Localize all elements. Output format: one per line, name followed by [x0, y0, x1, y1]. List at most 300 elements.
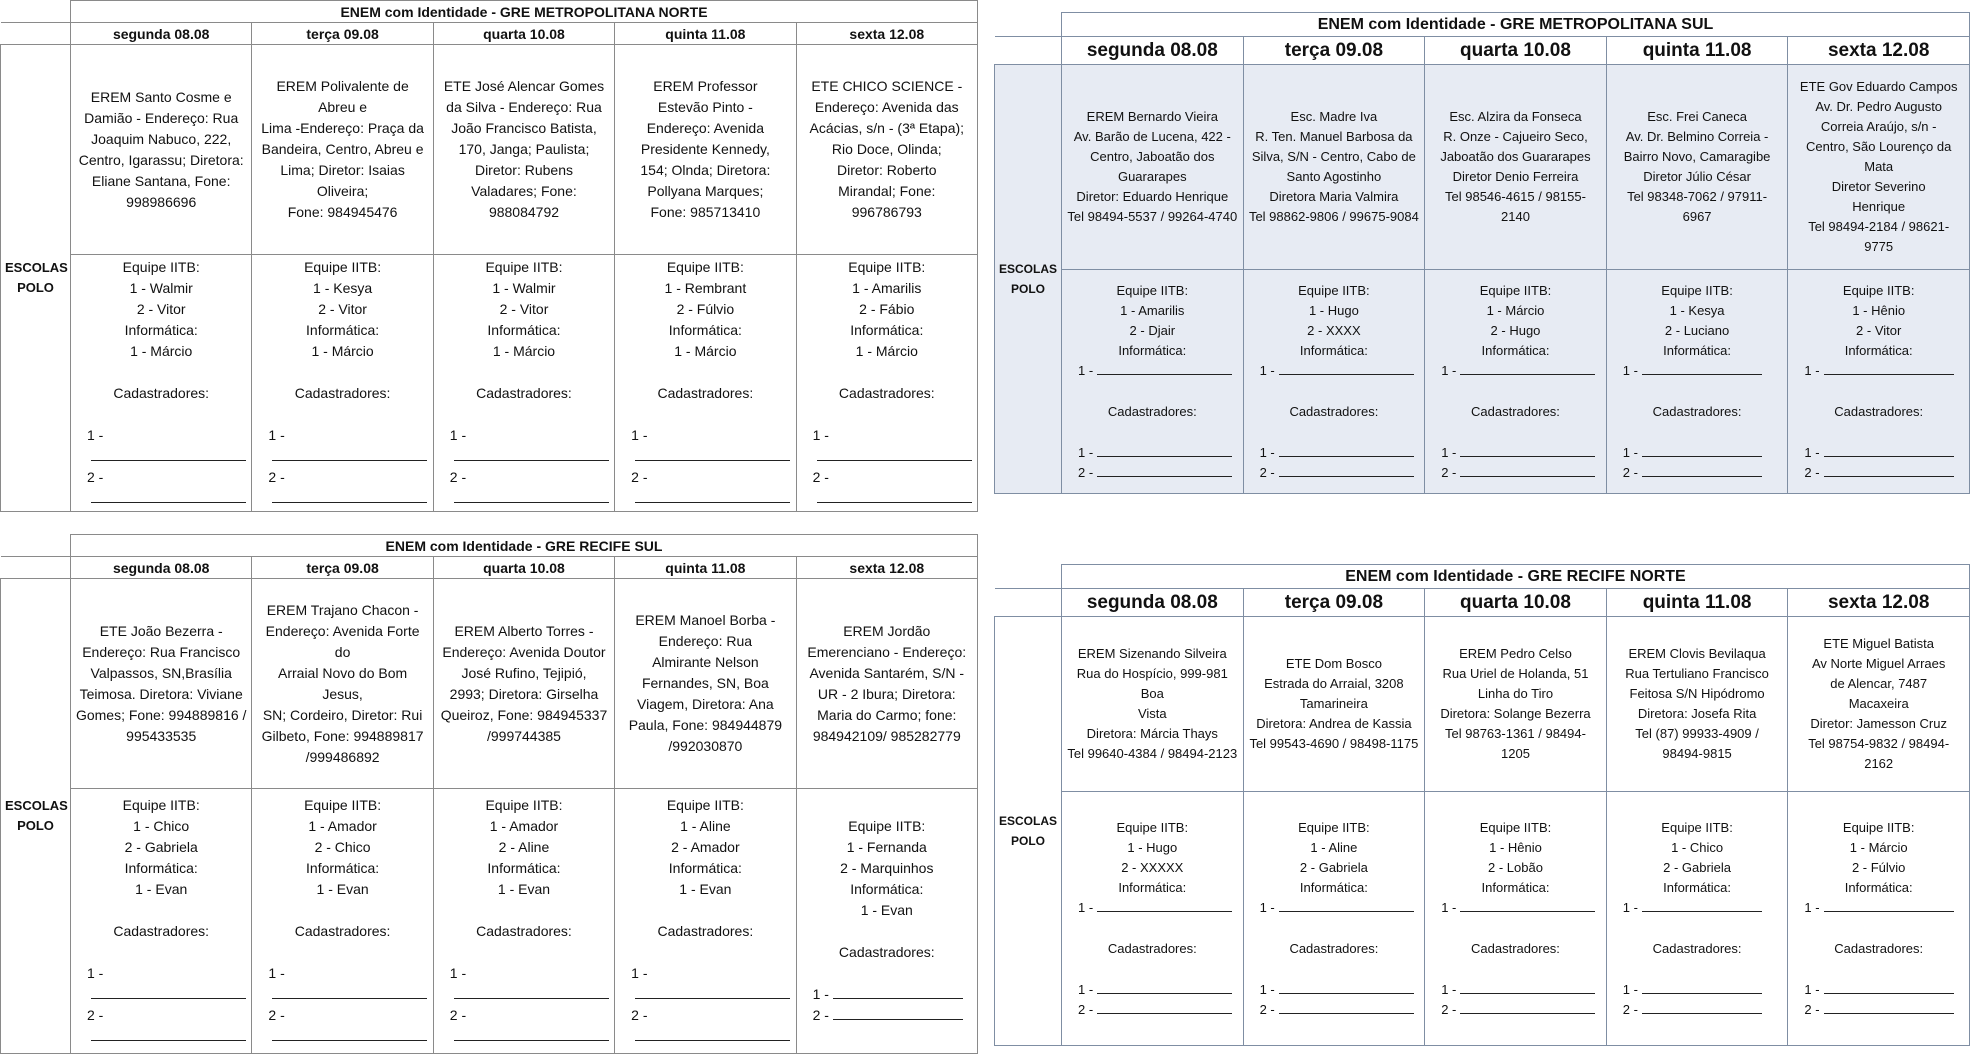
school-info-line: Tel 99640-4384 / 98494-2123 [1067, 746, 1238, 761]
team-member: 2 - XXXX [1307, 322, 1361, 338]
school-info-line: Estevão Pinto - [657, 99, 753, 115]
school-info-line: Silva, S/N - Centro, Cabo de [1251, 149, 1416, 164]
cadastrador-blank-line [1248, 980, 1421, 1000]
informatica-label: Informática: [668, 860, 742, 876]
school-info-line: Avenida Santarém, S/N - [809, 664, 965, 681]
fill-in-blank[interactable] [1642, 463, 1762, 477]
fill-in-blank[interactable] [1460, 898, 1595, 912]
school-cell [252, 579, 433, 789]
line-number: 2 - [1078, 1001, 1094, 1017]
school-info-line: Diretor: Roberto [836, 162, 937, 178]
school-info-line: Tel 98862-9806 / 99675-9084 [1248, 209, 1419, 224]
cadastradores-label: Cadastradores: [1652, 940, 1742, 956]
side-label-line: ESCOLAS [5, 260, 68, 275]
day-header: terça 09.08 [1243, 589, 1425, 617]
school-info-line: Vista [1137, 706, 1167, 721]
spacer [1066, 959, 1239, 980]
cadastrador-blank-line [1248, 463, 1421, 483]
fill-in-blank[interactable] [1460, 980, 1595, 994]
line-number: 1 - [1078, 362, 1094, 378]
school-info-line: EREM Sizenando Silveira [1077, 646, 1227, 661]
school-info-line: ETE Dom Bosco [1285, 656, 1382, 671]
team-member: 1 - Walmir [492, 280, 556, 296]
school-info-line: 9775 [1864, 239, 1894, 254]
fill-in-blank[interactable] [1097, 463, 1232, 477]
cadastrador-blank-line [801, 425, 973, 467]
fill-in-blank[interactable] [1824, 463, 1954, 477]
fill-in-blank[interactable] [1824, 898, 1954, 912]
equipe-label: Equipe IITB: [122, 259, 200, 275]
team-member: 2 - Lobão [1488, 859, 1543, 875]
school-info-line: Diretor Júlio César [1643, 169, 1751, 184]
spacer [1429, 422, 1602, 443]
cadastradores-label: Cadastradores: [657, 923, 754, 939]
school-cell [1425, 617, 1607, 792]
school-info-line: /999744385 [486, 727, 561, 744]
cadastrador-blank-line [1792, 443, 1965, 463]
fill-in-blank[interactable] [1097, 980, 1232, 994]
team-cell [252, 255, 433, 512]
school-info-line: EREM Santo Cosme e [90, 88, 232, 105]
day-header: segunda 08.08 [1062, 37, 1244, 65]
informatica-blank-line [1611, 361, 1784, 381]
fill-in-blank[interactable] [635, 1027, 790, 1041]
equipe-label: Equipe IITB: [304, 797, 382, 813]
school-info-line: 154; Olnda; Diretora: [640, 162, 771, 178]
cadastradores-label: Cadastradores: [294, 385, 391, 401]
spacer [1066, 918, 1239, 939]
school-info-line: Endereço: Rua [658, 633, 753, 649]
fill-in-blank[interactable] [1642, 980, 1762, 994]
escolas-polo-label [1, 45, 71, 512]
fill-in-blank[interactable] [1824, 443, 1954, 457]
line-number: 2 - [1441, 1001, 1457, 1017]
cadastrador-blank-line [1611, 980, 1784, 1000]
school-info-line: Eliane Santana, Fone: [91, 172, 231, 189]
escolas-polo-label [995, 65, 1062, 494]
team-cell [1788, 792, 1970, 1046]
schedule-table [0, 534, 978, 1054]
sheet-metropolitana-norte [0, 0, 978, 512]
day-header: segunda 08.08 [1062, 589, 1244, 617]
spacer [75, 404, 247, 425]
cadastrador-blank-line [1429, 1000, 1602, 1020]
team-member: 2 - Marquinhos [840, 860, 934, 876]
team-member: 2 - Fábio [859, 301, 915, 317]
line-number: 1 - [631, 427, 648, 443]
team-cell [1425, 792, 1607, 1046]
school-info-line: Esc. Madre Iva [1290, 109, 1378, 124]
school-info-line: Diretora Maria Valmira [1269, 189, 1399, 204]
cadastrador-blank-line [1248, 443, 1421, 463]
school-info-line: 996786793 [851, 204, 922, 220]
school-cell [615, 45, 796, 255]
informatica-blank-line [1066, 361, 1239, 381]
informatica-label: Informática: [306, 322, 380, 338]
team-member: 2 - Vitor [136, 301, 186, 317]
corner-cell [1, 1, 71, 23]
school-cell [1606, 65, 1788, 270]
corner-cell [995, 13, 1062, 37]
fill-in-blank[interactable] [1279, 463, 1414, 477]
fill-in-blank[interactable] [91, 447, 246, 461]
equipe-label: Equipe IITB: [1479, 819, 1552, 835]
line-number: 1 - [1441, 981, 1457, 997]
spacer [438, 362, 610, 383]
line-number: 1 - [1441, 899, 1457, 915]
equipe-label: Equipe IITB: [1116, 819, 1189, 835]
team-member: 2 - Gabriela [124, 839, 198, 855]
cadastrador-blank-line [801, 984, 973, 1005]
school-info-line: Pollyana Marques; [647, 183, 764, 199]
school-info-line: EREM Clovis Bevilaqua [1628, 646, 1766, 661]
team-member: 2 - XXXXX [1121, 859, 1184, 875]
school-info-line: Diretor: Rubens [474, 162, 573, 178]
school-info-line: EREM Alberto Torres - [454, 622, 594, 639]
line-number: 1 - [1078, 899, 1094, 915]
school-info-line: Tel 98348-7062 / 97911- [1627, 189, 1768, 204]
informatica-label: Informática: [668, 322, 742, 338]
cadastrador-blank-line [1066, 443, 1239, 463]
cadastrador-blank-line [1429, 980, 1602, 1000]
informatica-label: Informática: [1663, 342, 1732, 358]
spacer [1429, 959, 1602, 980]
informatica-label: Informática: [1299, 879, 1368, 895]
fill-in-blank[interactable] [1460, 463, 1595, 477]
fill-in-blank[interactable] [1642, 361, 1762, 375]
fill-in-blank[interactable] [635, 447, 790, 461]
line-number: 2 - [268, 469, 285, 485]
day-header: quinta 11.08 [1606, 37, 1788, 65]
fill-in-blank[interactable] [1642, 1000, 1762, 1014]
line-number: 1 - [449, 965, 467, 981]
school-info-line: Henrique [1852, 199, 1906, 214]
team-member: 2 - Hugo [1490, 322, 1541, 338]
spacer [1792, 959, 1965, 980]
spacer [1611, 422, 1784, 443]
team-member: 2 - Vitor [499, 301, 549, 317]
cadastrador-blank-line [438, 467, 610, 509]
sheet-metropolitana-sul [994, 12, 1970, 494]
spacer [1792, 381, 1965, 402]
team-member: 1 - Márcio [1486, 302, 1545, 318]
team-cell [1062, 270, 1244, 494]
equipe-label: Equipe IITB: [848, 259, 926, 275]
team-member: 2 - Aline [498, 839, 550, 855]
corner-cell [995, 589, 1062, 617]
school-info-line: Guararapes [1117, 169, 1187, 184]
school-info-line: Tel 98546-4615 / 98155- [1445, 189, 1586, 204]
school-info-line: Damião - Endereço: Rua [84, 109, 239, 126]
day-header: sexta 12.08 [796, 557, 977, 579]
fill-in-blank[interactable] [1279, 898, 1414, 912]
fill-in-blank[interactable] [1824, 980, 1954, 994]
equipe-label: Equipe IITB: [848, 818, 926, 834]
side-label-line: ESCOLAS [5, 798, 68, 813]
line-number: 2 - [1804, 1001, 1820, 1017]
fill-in-blank[interactable] [91, 985, 246, 999]
fill-in-blank[interactable] [1460, 1000, 1595, 1014]
informatica-member: 1 - Márcio [311, 343, 374, 359]
fill-in-blank[interactable] [817, 447, 972, 461]
team-cell [1243, 270, 1425, 494]
school-info-line: Tel (87) 99933-4909 / [1635, 726, 1759, 741]
school-info-line: EREM Professor [653, 78, 758, 94]
spacer [1429, 381, 1602, 402]
school-info-line: SN; Cordeiro, Diretor: Rui [262, 706, 423, 723]
team-member: 2 - Chico [314, 839, 371, 855]
cadastrador-blank-line [438, 425, 610, 467]
team-cell [1606, 792, 1788, 1046]
school-info-line: Centro, São Lourenço da [1806, 139, 1952, 154]
line-number: 2 - [1259, 464, 1275, 480]
side-label-line: POLO [17, 818, 54, 833]
cadastrador-blank-line [1792, 980, 1965, 1000]
escolas-polo-label [1, 579, 71, 1054]
school-info-line: Esc. Alzira da Fonseca [1449, 109, 1582, 124]
school-cell [252, 45, 433, 255]
team-cell [71, 255, 252, 512]
school-cell [1606, 617, 1788, 792]
team-cell [615, 255, 796, 512]
school-info-line: Valpassos, SN,Brasília [90, 664, 232, 681]
cadastrador-blank-line [1792, 1000, 1965, 1020]
fill-in-blank[interactable] [1279, 361, 1414, 375]
fill-in-blank[interactable] [1460, 361, 1595, 375]
team-member: 1 - Hugo [1308, 302, 1359, 318]
school-info-line: Av. Dr. Pedro Augusto [1815, 99, 1943, 114]
line-number: 1 - [1259, 899, 1275, 915]
line-number: 2 - [812, 1007, 829, 1023]
school-cell [1425, 65, 1607, 270]
fill-in-blank[interactable] [1824, 361, 1954, 375]
cadastradores-label: Cadastradores: [1289, 403, 1379, 419]
line-number: 2 - [449, 1007, 467, 1023]
line-number: 2 - [1622, 1001, 1638, 1017]
spacer [75, 942, 247, 963]
team-member: 2 - Fúlvio [1851, 859, 1906, 875]
line-number: 1 - [1441, 444, 1457, 460]
team-cell [796, 789, 977, 1054]
side-label-line: POLO [1010, 282, 1045, 296]
team-member: 2 - Amador [671, 839, 740, 855]
day-header: quarta 10.08 [433, 557, 614, 579]
school-info-line: Tamarineira [1299, 696, 1368, 711]
fill-in-blank[interactable] [1097, 1000, 1232, 1014]
fill-in-blank[interactable] [1824, 1000, 1954, 1014]
informatica-blank-line [1248, 898, 1421, 918]
school-info-line: /992030870 [668, 738, 743, 754]
spacer [801, 362, 973, 383]
informatica-blank-line [1066, 898, 1239, 918]
school-info-line: Tel 98494-2184 / 98621- [1808, 219, 1950, 234]
line-number: 1 - [87, 427, 104, 443]
school-info-line: R. Onze - Cajueiro Seco, [1443, 129, 1588, 144]
equipe-label: Equipe IITB: [1298, 819, 1370, 835]
fill-in-blank[interactable] [1279, 980, 1414, 994]
cadastrador-blank-line [438, 963, 610, 1005]
day-header: sexta 12.08 [796, 23, 977, 45]
spacer [438, 942, 610, 963]
spacer [1429, 918, 1602, 939]
line-number: 2 - [1259, 1001, 1275, 1017]
school-info-line: Linha do Tiro [1477, 686, 1554, 701]
team-member: 1 - Amarilis [852, 280, 922, 296]
school-info-line: Diretora: Andrea de Kassia [1256, 716, 1412, 731]
informatica-label: Informática: [1481, 342, 1550, 358]
informatica-member: 1 - Márcio [855, 343, 918, 359]
informatica-blank-line [1792, 361, 1965, 381]
cadastradores-label: Cadastradores: [476, 923, 572, 939]
fill-in-blank[interactable] [1097, 361, 1232, 375]
day-header: quarta 10.08 [433, 23, 614, 45]
line-number: 2 - [631, 469, 648, 485]
line-number: 2 - [1441, 464, 1457, 480]
school-info-line: 2993; Diretora: Girselha [449, 685, 599, 702]
team-member: 1 - Walmir [129, 280, 193, 296]
team-member: 2 - Gabriela [1299, 859, 1368, 875]
school-info-line: Diretor: Eduardo Henrique [1076, 189, 1229, 204]
team-member: 2 - Vitor [1856, 322, 1902, 338]
line-number: 1 - [1804, 444, 1820, 460]
cadastradores-label: Cadastradores: [657, 385, 754, 401]
informatica-label: Informática: [1481, 879, 1550, 895]
side-label-line: ESCOLAS [999, 814, 1058, 828]
team-member: 2 - Vitor [318, 301, 367, 317]
school-info-line: Macaxeira [1848, 696, 1909, 711]
sheet-title: ENEM com Identidade - GRE RECIFE SUL [71, 535, 978, 557]
school-info-line: 998986696 [126, 193, 197, 210]
line-number: 2 - [812, 469, 829, 485]
cadastrador-blank-line [619, 467, 791, 509]
school-cell [1788, 65, 1970, 270]
fill-in-blank[interactable] [454, 985, 609, 999]
informatica-label: Informática: [1844, 342, 1913, 358]
school-info-line: Fone: 984945476 [287, 204, 398, 220]
sheet-title: ENEM com Identidade - GRE RECIFE NORTE [1062, 565, 1970, 589]
school-info-line: Diretora: Josefa Rita [1637, 706, 1757, 721]
corner-cell [1, 23, 71, 45]
fill-in-blank[interactable] [1279, 443, 1414, 457]
fill-in-blank[interactable] [91, 489, 246, 503]
fill-in-blank[interactable] [1097, 443, 1232, 457]
school-info-line: Lima -Endereço: Praça da [261, 120, 424, 136]
fill-in-blank[interactable] [272, 1027, 427, 1041]
informatica-label: Informática: [1118, 879, 1187, 895]
cadastradores-label: Cadastradores: [1652, 403, 1742, 419]
school-info-line: Estrada do Arraial, 3208 [1264, 676, 1404, 691]
fill-in-blank[interactable] [1642, 898, 1762, 912]
fill-in-blank[interactable] [1642, 443, 1762, 457]
equipe-label: Equipe IITB: [666, 259, 744, 275]
team-member: 1 - Amarilis [1120, 302, 1185, 318]
day-header: terça 09.08 [1243, 37, 1425, 65]
informatica-label: Informática: [1663, 879, 1732, 895]
spacer [256, 942, 428, 963]
school-cell [1062, 65, 1244, 270]
fill-in-blank[interactable] [833, 985, 963, 999]
school-info-line: Gomes; Fone: 994889816 / [75, 706, 247, 723]
team-member: 1 - Chico [1671, 839, 1724, 855]
equipe-label: Equipe IITB: [1842, 819, 1915, 835]
informatica-member: 1 - Evan [316, 881, 369, 897]
team-cell [1606, 270, 1788, 494]
fill-in-blank[interactable] [635, 489, 790, 503]
school-info-line: Tel 98754-9832 / 98494- [1808, 736, 1950, 751]
school-cell [615, 579, 796, 789]
team-cell [433, 255, 614, 512]
side-label-line: POLO [17, 280, 54, 295]
fill-in-blank[interactable] [817, 489, 972, 503]
school-cell [1243, 617, 1425, 792]
spacer [1248, 422, 1421, 443]
day-header: segunda 08.08 [71, 23, 252, 45]
school-info-line: EREM Manoel Borba - [635, 612, 776, 628]
cadastrador-blank-line [75, 425, 247, 467]
fill-in-blank[interactable] [272, 447, 427, 461]
fill-in-blank[interactable] [91, 1027, 246, 1041]
informatica-label: Informática: [487, 322, 561, 338]
team-member: 1 - Hênio [1489, 839, 1542, 855]
school-info-line: /999486892 [305, 748, 380, 765]
line-number: 1 - [1622, 444, 1638, 460]
equipe-label: Equipe IITB: [1298, 282, 1370, 298]
team-cell [1425, 270, 1607, 494]
team-cell [1243, 792, 1425, 1046]
fill-in-blank[interactable] [272, 489, 427, 503]
school-info-line: João Francisco Batista, [451, 120, 597, 136]
team-cell [796, 255, 977, 512]
sheet-title: ENEM com Identidade - GRE METROPOLITANA SUL [1062, 13, 1970, 37]
school-info-line: Paula, Fone: 984944879 [628, 717, 783, 733]
school-info-line: Endereço: Avenida Forte do [265, 622, 420, 660]
fill-in-blank[interactable] [454, 447, 609, 461]
fill-in-blank[interactable] [1279, 1000, 1414, 1014]
corner-cell [995, 565, 1062, 589]
fill-in-blank[interactable] [272, 985, 427, 999]
team-member: 2 - Gabriela [1663, 859, 1732, 875]
informatica-label: Informática: [124, 860, 198, 876]
school-info-line: Diretor: Jamesson Cruz [1810, 716, 1947, 731]
fill-in-blank[interactable] [454, 1027, 609, 1041]
line-number: 1 - [1804, 899, 1820, 915]
fill-in-blank[interactable] [1460, 443, 1595, 457]
fill-in-blank[interactable] [833, 1006, 963, 1020]
fill-in-blank[interactable] [1097, 898, 1232, 912]
school-info-line: Almirante Nelson [652, 654, 759, 670]
school-info-line: Diretor Denio Ferreira [1452, 169, 1579, 184]
school-info-line: Diretor Severino [1831, 179, 1926, 194]
cadastrador-blank-line [1611, 1000, 1784, 1020]
cadastrador-blank-line [75, 1005, 247, 1047]
cadastradores-label: Cadastradores: [1834, 403, 1924, 419]
informatica-blank-line [1792, 898, 1965, 918]
school-info-line: Endereço: Avenida Doutor [442, 643, 606, 660]
school-cell [433, 45, 614, 255]
spacer [1611, 381, 1784, 402]
fill-in-blank[interactable] [454, 489, 609, 503]
line-number: 1 - [268, 427, 285, 443]
day-header: quarta 10.08 [1425, 589, 1607, 617]
cadastrador-blank-line [801, 467, 973, 509]
fill-in-blank[interactable] [635, 985, 790, 999]
school-info-line: 170, Janga; Paulista; [458, 141, 590, 157]
school-info-line: Acácias, s/n - (3ª Etapa); [809, 120, 965, 136]
team-member: 1 - Hênio [1852, 302, 1906, 318]
school-info-line: Endereço: Avenida [646, 120, 764, 136]
team-member: 1 - Chico [133, 818, 190, 834]
team-member: 2 - Fúlvio [676, 301, 735, 317]
